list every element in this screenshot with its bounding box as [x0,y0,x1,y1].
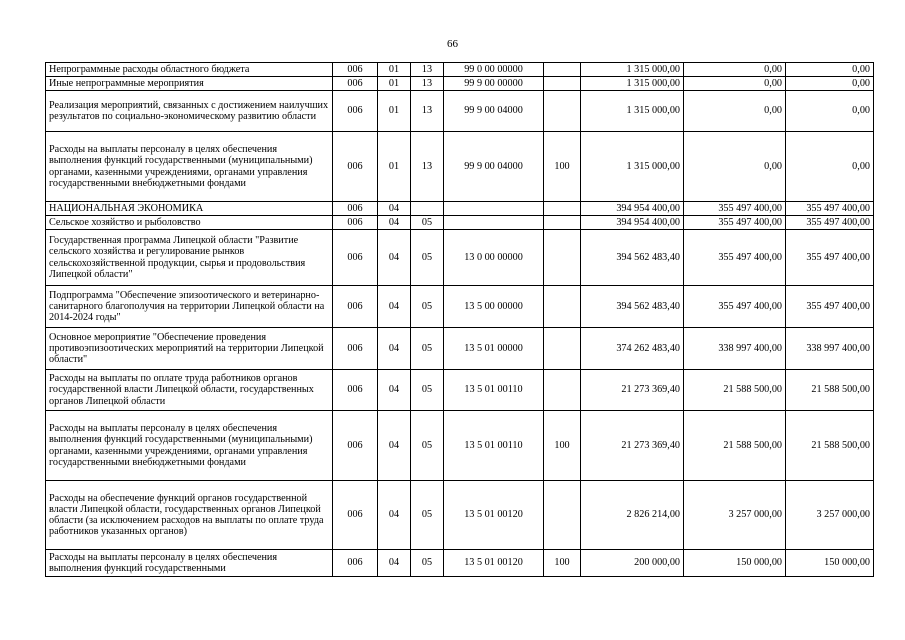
amount-year1-cell: 2 826 214,00 [581,481,684,550]
amount-year2-cell: 355 497 400,00 [684,202,786,216]
target-article-cell: 13 5 00 00000 [444,286,544,328]
subsection-code-cell: 05 [411,411,444,481]
admin-code-cell: 006 [333,202,378,216]
section-code-cell: 04 [378,370,411,411]
amount-year1-cell: 1 315 000,00 [581,132,684,202]
subsection-code-cell: 05 [411,216,444,230]
section-code-cell: 04 [378,202,411,216]
amount-year3-cell: 3 257 000,00 [786,481,874,550]
amount-year1-cell: 394 562 483,40 [581,286,684,328]
target-article-cell: 13 5 01 00110 [444,370,544,411]
row-name-cell: Основное мероприятие "Обеспечение проведения противоэпизоотических мероприятий на территории Липецкой области" [46,328,333,370]
admin-code-cell: 006 [333,63,378,77]
amount-year2-cell: 0,00 [684,91,786,132]
table-row [46,230,874,286]
admin-code-cell: 006 [333,481,378,550]
target-article-cell [444,216,544,230]
target-article-cell: 13 5 01 00110 [444,411,544,481]
amount-year2-cell: 21 588 500,00 [684,411,786,481]
section-code-cell: 01 [378,63,411,77]
expense-type-cell [544,77,581,91]
amount-year1-cell: 200 000,00 [581,550,684,577]
table-row [46,370,874,411]
row-name-cell: Реализация мероприятий, связанных с достижением наилучших результатов по социально-экономическому развитию области [46,91,333,132]
row-name-cell: Расходы на выплаты персоналу в целях обеспечения выполнения функций государственными (муниципальными) органами, казенными учреждениями, органами управления государственными внебюджетными фондами [46,411,333,481]
amount-year3-cell: 0,00 [786,63,874,77]
row-name-cell: Расходы на выплаты по оплате труда работников органов государственной власти Липецкой области, государственных органов Липецкой области [46,370,333,411]
section-code-cell: 04 [378,411,411,481]
row-name-cell: Подпрограмма "Обеспечение эпизоотического и ветеринарно-санитарного благополучия на территории Липецкой области на 2014-2024 годы" [46,286,333,328]
table-row [46,216,874,230]
expense-type-cell: 100 [544,550,581,577]
target-article-cell: 99 9 00 04000 [444,91,544,132]
row-name-cell: Расходы на обеспечение функций органов государственной власти Липецкой области, государственных органов Липецкой области (за исключением расходов на выплаты по оплате труда работников указанных органов) [46,481,333,550]
expense-type-cell [544,328,581,370]
amount-year2-cell: 0,00 [684,132,786,202]
amount-year3-cell: 150 000,00 [786,550,874,577]
subsection-code-cell: 05 [411,328,444,370]
subsection-code-cell: 13 [411,77,444,91]
admin-code-cell: 006 [333,216,378,230]
table-row [46,328,874,370]
target-article-cell [444,202,544,216]
amount-year2-cell: 355 497 400,00 [684,230,786,286]
expense-type-cell [544,481,581,550]
target-article-cell: 13 5 01 00120 [444,481,544,550]
subsection-code-cell: 05 [411,481,444,550]
row-name-cell: Государственная программа Липецкой области "Развитие сельского хозяйства и регулирование рынков сельскохозяйственной продукции, сырья и продовольствия Липецкой области" [46,230,333,286]
amount-year3-cell: 21 588 500,00 [786,411,874,481]
subsection-code-cell: 05 [411,370,444,411]
amount-year3-cell: 21 588 500,00 [786,370,874,411]
amount-year1-cell: 1 315 000,00 [581,77,684,91]
expense-type-cell [544,91,581,132]
amount-year2-cell: 338 997 400,00 [684,328,786,370]
admin-code-cell: 006 [333,91,378,132]
amount-year1-cell: 1 315 000,00 [581,63,684,77]
amount-year1-cell: 374 262 483,40 [581,328,684,370]
subsection-code-cell: 13 [411,63,444,77]
amount-year3-cell: 355 497 400,00 [786,202,874,216]
admin-code-cell: 006 [333,550,378,577]
amount-year1-cell: 21 273 369,40 [581,411,684,481]
amount-year1-cell: 394 954 400,00 [581,202,684,216]
table-body [46,63,874,577]
amount-year3-cell: 0,00 [786,91,874,132]
expense-type-cell [544,370,581,411]
row-name-cell: Сельское хозяйство и рыболовство [46,216,333,230]
amount-year3-cell: 0,00 [786,132,874,202]
admin-code-cell: 006 [333,328,378,370]
subsection-code-cell: 05 [411,230,444,286]
amount-year1-cell: 21 273 369,40 [581,370,684,411]
target-article-cell: 13 0 00 00000 [444,230,544,286]
target-article-cell: 99 0 00 00000 [444,63,544,77]
table-row [46,550,874,577]
admin-code-cell: 006 [333,286,378,328]
expense-type-cell [544,63,581,77]
admin-code-cell: 006 [333,411,378,481]
amount-year2-cell: 3 257 000,00 [684,481,786,550]
table-row [46,77,874,91]
section-code-cell: 04 [378,481,411,550]
budget-table [45,62,874,577]
subsection-code-cell: 13 [411,132,444,202]
table-row [46,91,874,132]
admin-code-cell: 006 [333,132,378,202]
row-name-cell: НАЦИОНАЛЬНАЯ ЭКОНОМИКА [46,202,333,216]
page-number: 66 [447,38,458,50]
row-name-cell: Расходы на выплаты персоналу в целях обеспечения выполнения функций государственными [46,550,333,577]
admin-code-cell: 006 [333,370,378,411]
admin-code-cell: 006 [333,230,378,286]
expense-type-cell [544,216,581,230]
row-name-cell: Непрограммные расходы областного бюджета [46,63,333,77]
target-article-cell: 13 5 01 00000 [444,328,544,370]
subsection-code-cell [411,202,444,216]
table-row [46,132,874,202]
target-article-cell: 99 9 00 04000 [444,132,544,202]
target-article-cell: 13 5 01 00120 [444,550,544,577]
section-code-cell: 01 [378,132,411,202]
expense-type-cell [544,230,581,286]
table-row [46,411,874,481]
amount-year3-cell: 355 497 400,00 [786,286,874,328]
expense-type-cell [544,286,581,328]
table-row [46,481,874,550]
amount-year2-cell: 355 497 400,00 [684,216,786,230]
amount-year2-cell: 0,00 [684,63,786,77]
amount-year2-cell: 355 497 400,00 [684,286,786,328]
section-code-cell: 01 [378,91,411,132]
section-code-cell: 04 [378,328,411,370]
table-row [46,286,874,328]
section-code-cell: 04 [378,230,411,286]
subsection-code-cell: 05 [411,550,444,577]
subsection-code-cell: 05 [411,286,444,328]
amount-year1-cell: 394 562 483,40 [581,230,684,286]
amount-year3-cell: 0,00 [786,77,874,91]
amount-year1-cell: 1 315 000,00 [581,91,684,132]
amount-year2-cell: 150 000,00 [684,550,786,577]
expense-type-cell: 100 [544,132,581,202]
expense-type-cell [544,202,581,216]
admin-code-cell: 006 [333,77,378,91]
table-row [46,202,874,216]
subsection-code-cell: 13 [411,91,444,132]
row-name-cell: Расходы на выплаты персоналу в целях обеспечения выполнения функций государственными (муниципальными) органами, казенными учреждениями, органами управления государственными внебюджетными фондами [46,132,333,202]
section-code-cell: 04 [378,550,411,577]
target-article-cell: 99 9 00 00000 [444,77,544,91]
amount-year3-cell: 338 997 400,00 [786,328,874,370]
section-code-cell: 04 [378,216,411,230]
row-name-cell: Иные непрограммные мероприятия [46,77,333,91]
amount-year3-cell: 355 497 400,00 [786,230,874,286]
section-code-cell: 04 [378,286,411,328]
section-code-cell: 01 [378,77,411,91]
amount-year2-cell: 0,00 [684,77,786,91]
expense-type-cell: 100 [544,411,581,481]
amount-year3-cell: 355 497 400,00 [786,216,874,230]
amount-year2-cell: 21 588 500,00 [684,370,786,411]
table-row [46,63,874,77]
amount-year1-cell: 394 954 400,00 [581,216,684,230]
